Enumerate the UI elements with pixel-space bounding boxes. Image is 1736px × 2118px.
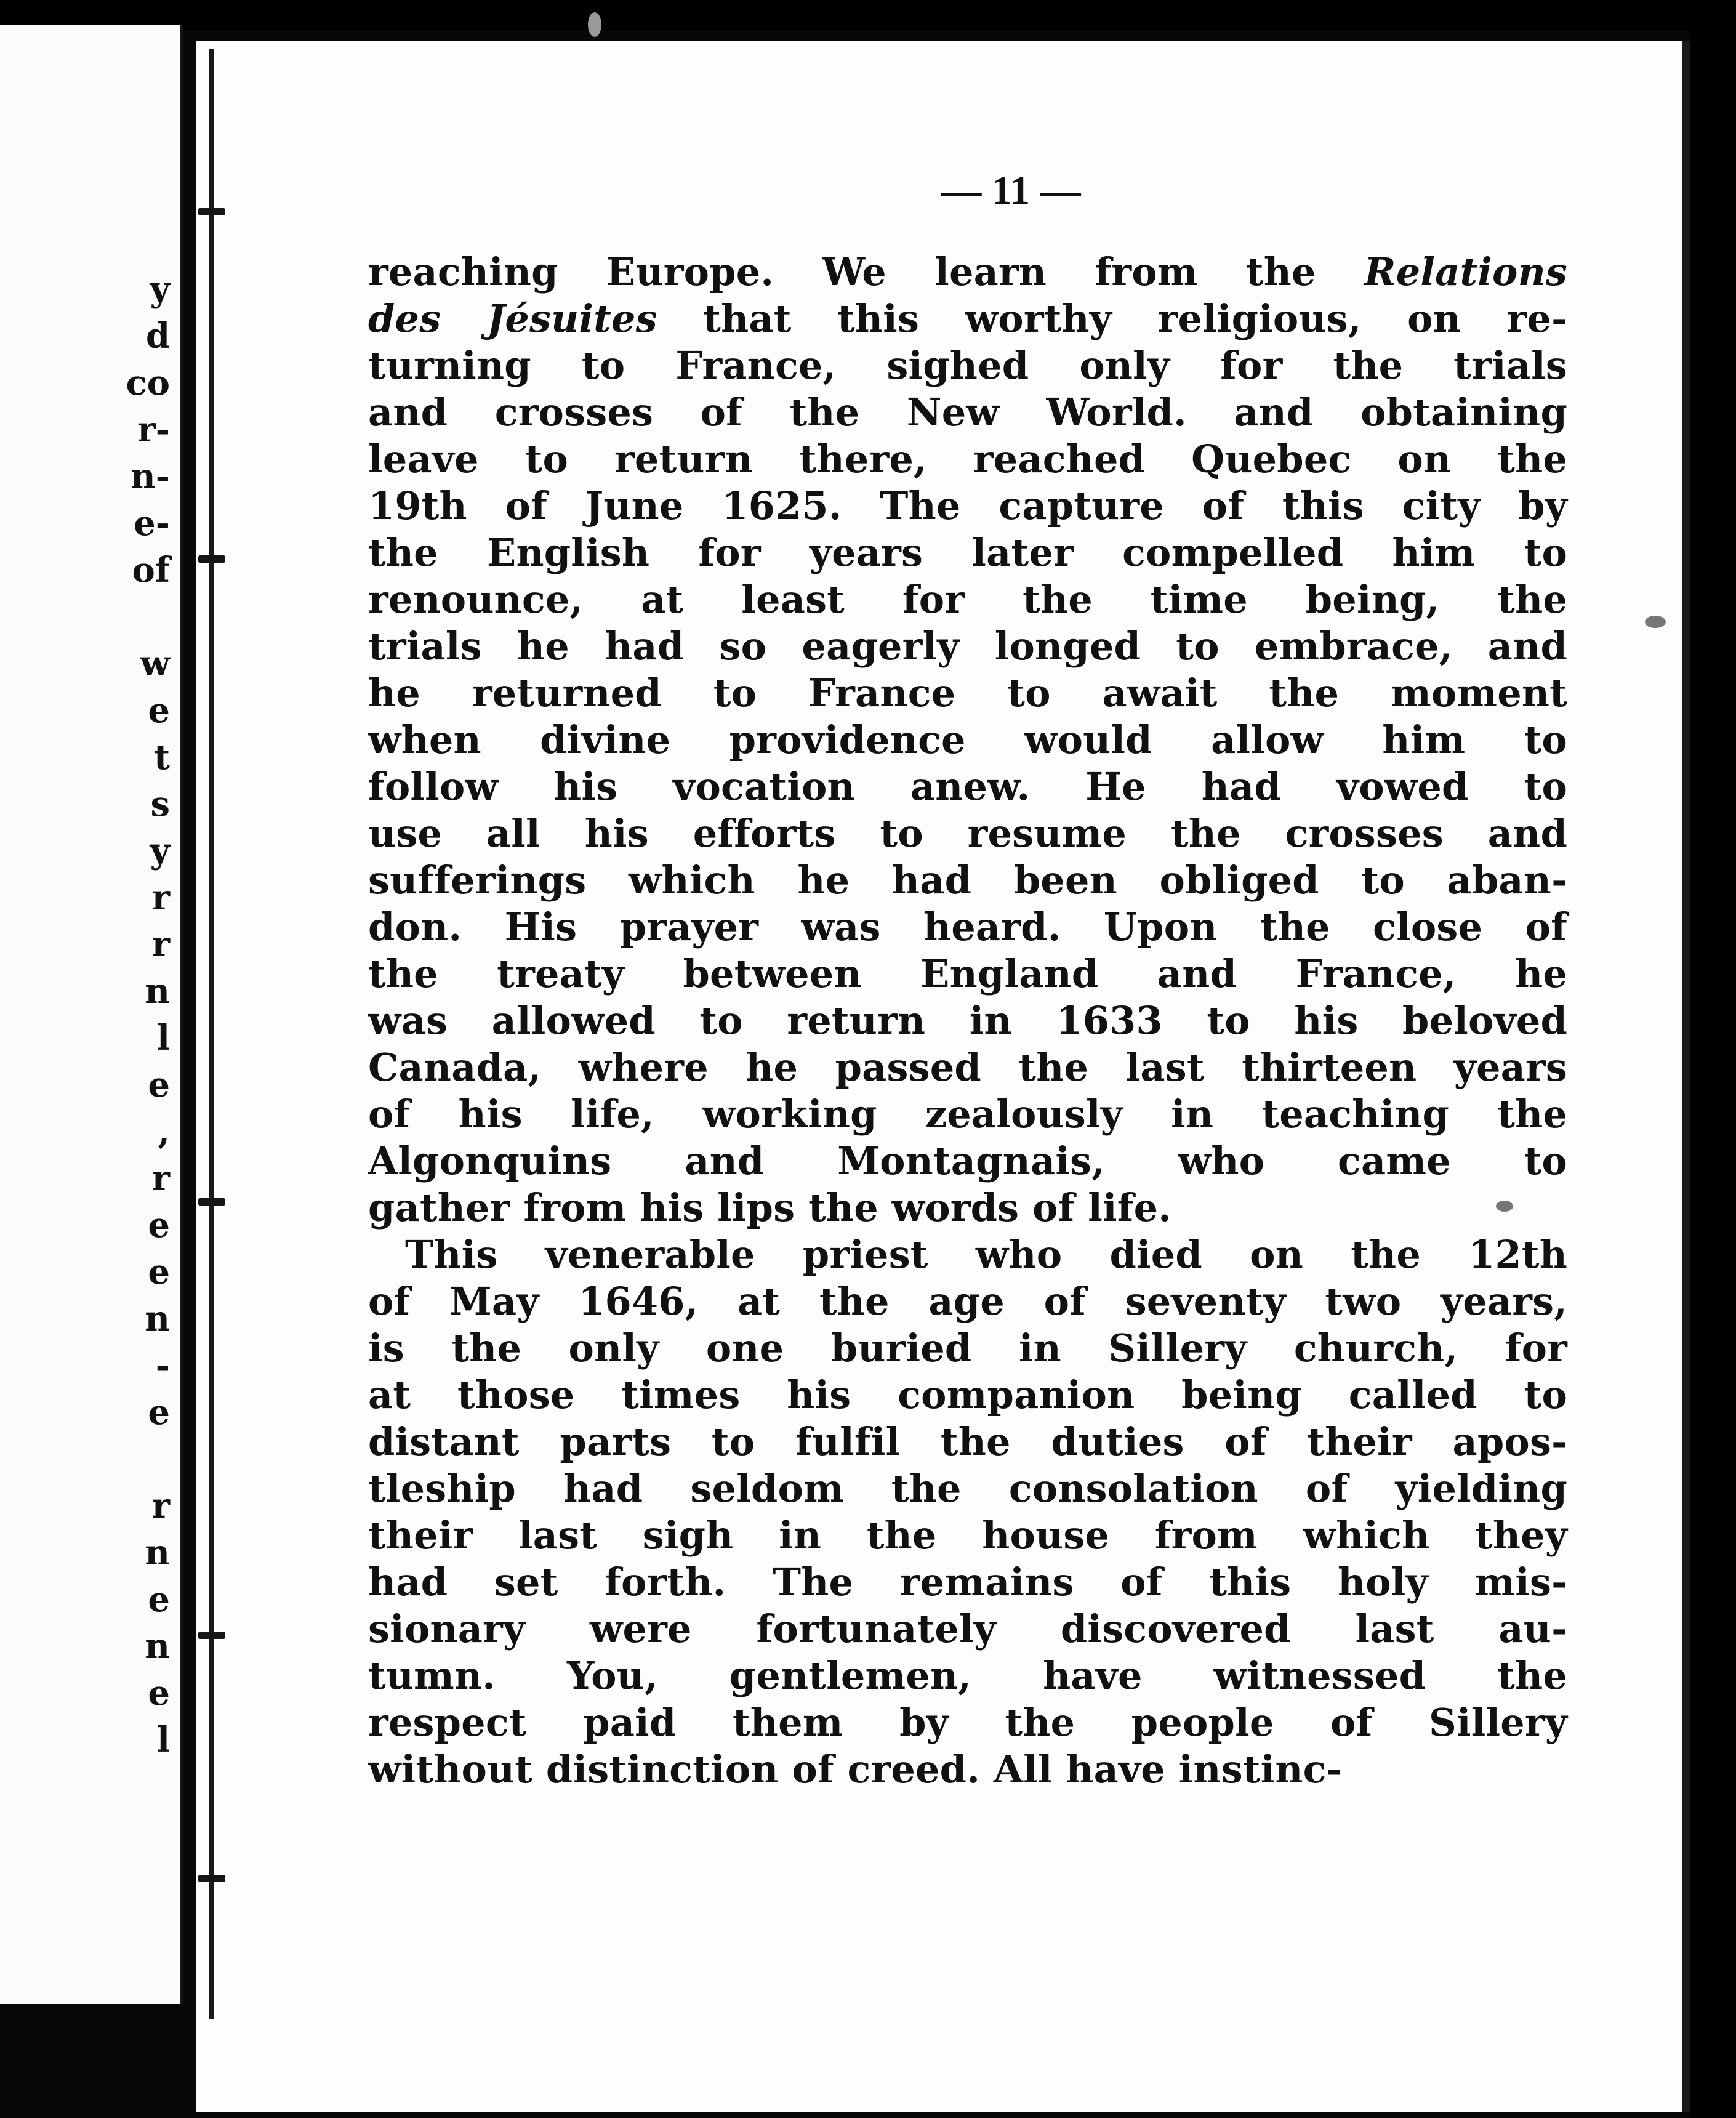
previous-page-fragment: e bbox=[148, 690, 170, 731]
line-text: tumn. You, gentlemen, have witnessed the bbox=[368, 1653, 1567, 1698]
previous-page-fragment: d bbox=[145, 316, 170, 356]
previous-page-fragment: r bbox=[151, 877, 170, 918]
text-line bbox=[368, 1185, 1567, 1231]
line-text: sionary were fortunately discovered last au- bbox=[368, 1606, 1567, 1651]
paragraph-2 bbox=[368, 1231, 1567, 1793]
line-text: turning to France, sighed only for the trials bbox=[368, 343, 1567, 388]
previous-page-fragment: - bbox=[155, 1345, 170, 1386]
previous-page-fragment: of bbox=[132, 550, 170, 590]
previous-page-fragment: l bbox=[156, 1018, 170, 1058]
text-line bbox=[368, 1419, 1567, 1465]
previous-page-fragment: n bbox=[145, 1299, 170, 1339]
line-text: Canada, where he passed the last thirteen years bbox=[368, 1045, 1567, 1090]
text-line bbox=[368, 1746, 1567, 1793]
line-text: that this worthy religious, on re- bbox=[657, 296, 1567, 341]
text-line bbox=[368, 1372, 1567, 1419]
text-line bbox=[368, 342, 1567, 389]
text-line bbox=[368, 857, 1567, 904]
line-text: renounce, at least for the time being, the bbox=[368, 577, 1567, 622]
previous-page-fragment: s bbox=[150, 784, 170, 824]
previous-page-fragment: n bbox=[145, 1532, 170, 1573]
previous-page-fragment: e bbox=[148, 1065, 170, 1105]
line-text: of his life, working zealously in teaching the bbox=[368, 1092, 1567, 1137]
text-line bbox=[368, 1091, 1567, 1138]
line-text: of May 1646, at the age of seventy two years, bbox=[368, 1279, 1567, 1324]
binding-stitch bbox=[198, 208, 225, 215]
line-text: leave to return there, reached Quebec on the bbox=[368, 437, 1567, 481]
scan-right-edge bbox=[1690, 0, 1736, 2118]
line-text: follow his vocation anew. He had vowed to bbox=[368, 764, 1567, 809]
text-line bbox=[368, 1138, 1567, 1185]
paragraph-1 bbox=[368, 249, 1567, 1231]
binding-stitch bbox=[198, 555, 225, 563]
binding-stitch bbox=[198, 1198, 225, 1206]
page-number: — 11 — bbox=[941, 168, 1081, 213]
previous-page-fragment: e bbox=[148, 1392, 170, 1433]
body-text bbox=[368, 249, 1567, 1793]
previous-page-text-fragments bbox=[126, 266, 170, 1763]
previous-page-edge bbox=[0, 25, 183, 2004]
text-line bbox=[368, 389, 1567, 436]
previous-page-fragment: e bbox=[148, 1579, 170, 1620]
text-line bbox=[368, 1606, 1567, 1653]
text-line bbox=[368, 530, 1567, 576]
line-text: reaching Europe. We learn from the bbox=[368, 249, 1364, 294]
dust-speck bbox=[1496, 1201, 1513, 1212]
previous-page-fragment: y bbox=[150, 269, 170, 310]
previous-page-fragment: n bbox=[145, 971, 170, 1012]
line-text: sufferings which he had been obliged to aban- bbox=[368, 858, 1567, 903]
text-line bbox=[368, 904, 1567, 951]
dust-speck bbox=[1645, 616, 1666, 628]
text-line bbox=[368, 436, 1567, 483]
line-text: trials he had so eagerly longed to embrace, and bbox=[368, 624, 1567, 669]
line-text: use all his efforts to resume the crosses and bbox=[368, 811, 1567, 856]
binding-stitch bbox=[198, 1632, 225, 1639]
book-spine bbox=[209, 49, 214, 2019]
text-line bbox=[368, 1512, 1567, 1559]
previous-page-fragment: t bbox=[154, 737, 170, 778]
text-line bbox=[368, 951, 1567, 997]
text-line bbox=[368, 576, 1567, 623]
previous-page-fragment: n- bbox=[131, 456, 170, 497]
previous-page-fragment: e bbox=[148, 1673, 170, 1713]
line-text: when divine providence would allow him to bbox=[368, 717, 1567, 762]
previous-page-fragment: r bbox=[151, 1486, 170, 1526]
page bbox=[196, 41, 1690, 2112]
text-line bbox=[368, 670, 1567, 717]
line-text: is the only one buried in Sillery church, for bbox=[368, 1326, 1567, 1371]
previous-page-fragment: e bbox=[148, 1252, 170, 1292]
line-text: 19th of June 1625. The capture of this city by bbox=[368, 483, 1567, 528]
text-line bbox=[368, 1465, 1567, 1512]
line-text: and crosses of the New World. and obtaining bbox=[368, 390, 1567, 435]
text-line bbox=[368, 1325, 1567, 1372]
line-text: distant parts to fulfil the duties of their apos- bbox=[368, 1419, 1567, 1464]
italic-title: des Jésuites bbox=[368, 296, 657, 341]
dust-speck bbox=[588, 12, 601, 37]
line-text: he returned to France to await the moment bbox=[368, 670, 1567, 715]
previous-page-fragment: , bbox=[158, 1111, 170, 1152]
previous-page-fragment: r bbox=[151, 1158, 170, 1199]
previous-page-fragment: e- bbox=[134, 503, 170, 544]
line-text: at those times his companion being called to bbox=[368, 1372, 1567, 1417]
text-line bbox=[368, 483, 1567, 530]
line-text: had set forth. The remains of this holy mis- bbox=[368, 1560, 1567, 1605]
previous-page-fragment: e bbox=[148, 1205, 170, 1246]
text-line bbox=[368, 1699, 1567, 1746]
scan-top-edge bbox=[0, 0, 1736, 31]
previous-page-fragment: co bbox=[126, 363, 170, 403]
italic-title: Relations bbox=[1364, 249, 1567, 294]
text-line bbox=[368, 717, 1567, 763]
previous-page-fragment: l bbox=[156, 1720, 170, 1760]
text-line bbox=[368, 1231, 1567, 1278]
text-line bbox=[368, 296, 1567, 342]
line-text: their last sigh in the house from which they bbox=[368, 1513, 1567, 1558]
line-text: was allowed to return in 1633 to his beloved bbox=[368, 998, 1567, 1043]
previous-page-fragment: r bbox=[151, 924, 170, 965]
text-line bbox=[368, 249, 1567, 296]
binding-stitch bbox=[198, 1875, 225, 1882]
line-text: the English for years later compelled him to bbox=[368, 530, 1567, 575]
text-line bbox=[368, 1559, 1567, 1606]
previous-page-fragment: n bbox=[145, 1626, 170, 1667]
line-text: This venerable priest who died on the 12th bbox=[405, 1232, 1567, 1277]
previous-page-fragment: y bbox=[150, 831, 170, 871]
text-line bbox=[368, 1044, 1567, 1091]
text-line bbox=[368, 1278, 1567, 1325]
line-text: tleship had seldom the consolation of yielding bbox=[368, 1466, 1567, 1511]
text-line bbox=[368, 1653, 1567, 1699]
text-line bbox=[368, 763, 1567, 810]
line-text: don. His prayer was heard. Upon the close of bbox=[368, 904, 1567, 949]
text-line bbox=[368, 623, 1567, 670]
line-text: Algonquins and Montagnais, who came to bbox=[368, 1138, 1567, 1183]
previous-page-fragment: w bbox=[140, 643, 170, 684]
line-text: the treaty between England and France, he bbox=[368, 951, 1567, 996]
text-line bbox=[368, 810, 1567, 857]
line-text: respect paid them by the people of Sillery bbox=[368, 1700, 1567, 1745]
line-text: gather from his lips the words of life. bbox=[368, 1185, 1172, 1230]
previous-page-fragment: r- bbox=[137, 409, 170, 450]
text-line bbox=[368, 997, 1567, 1044]
line-text: without distinction of creed. All have instinc- bbox=[368, 1747, 1343, 1792]
